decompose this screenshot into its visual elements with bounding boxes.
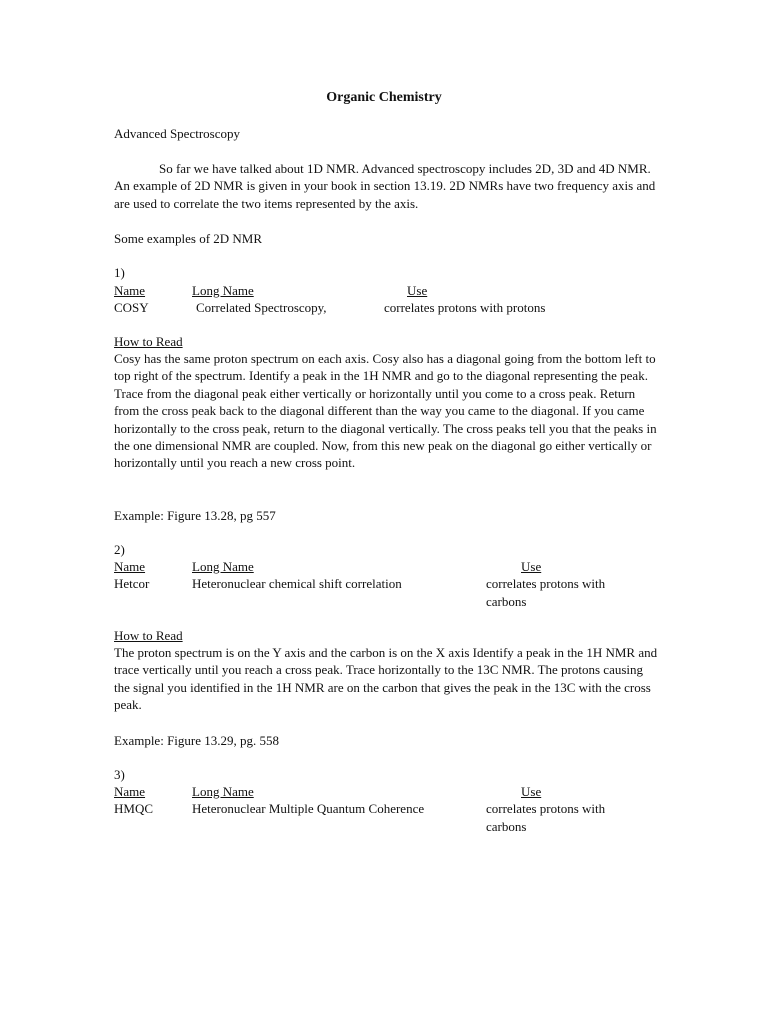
how-to-read-text: The proton spectrum is on the Y axis and the carbon is on the X axis Identify a peak in the 1H NMR and trace vertically until you reach a cross peak. Trace horizontally to the 13C NMR. The protons causing the signal you identified in the 1H NMR are on the carbon that gives the peak in the 13C with the cross peak. xyxy=(114,645,658,713)
section-subtitle: Advanced Spectroscopy xyxy=(114,126,240,141)
technique-use: correlates protons with protons xyxy=(384,300,546,315)
column-header-name: Name xyxy=(114,784,146,799)
column-header-long-name: Long Name xyxy=(192,784,254,799)
column-header-use: Use xyxy=(407,283,428,298)
technique-use: correlates protons with carbons xyxy=(486,576,606,609)
technique-long-name: Heteronuclear chemical shift correlation xyxy=(192,576,402,591)
technique-use: correlates protons with carbons xyxy=(486,801,606,834)
technique-name: HMQC xyxy=(114,801,154,816)
example-reference: Example: Figure 13.28, pg 557 xyxy=(114,508,276,523)
technique-name: Hetcor xyxy=(114,576,150,591)
example-reference: Example: Figure 13.29, pg. 558 xyxy=(114,733,280,748)
examples-heading: Some examples of 2D NMR xyxy=(114,231,263,246)
column-header-use: Use xyxy=(521,559,542,574)
technique-name: COSY xyxy=(114,300,149,315)
section-number: 2) xyxy=(114,542,125,557)
page-title: Organic Chemistry xyxy=(326,90,442,105)
technique-long-name: Heteronuclear Multiple Quantum Coherence xyxy=(192,801,425,816)
how-to-read-text: Cosy has the same proton spectrum on each axis. Cosy also has a diagonal going from the bottom left to top right of the spectrum. Identify a peak in the 1H NMR and go to the diagonal representing the peak. Trace from the diagonal peak either vertically or horizontally until you come to a cross peak. Return from the cross peak back to the diagonal different than the way you came to the diagonal. If you came horizontally to the cross peak, return to the diagonal vertically. The cross peaks tell you that the peaks in the one dimensional NMR are coupled. Now, from this new peak on the diagonal go either vertically or horizontally until you reach a new cross point. xyxy=(114,351,657,471)
intro-paragraph: So far we have talked about 1D NMR. Advanced spectroscopy includes 2D, 3D and 4D NMR. An example of 2D NMR is given in your book in section 13.19. 2D NMRs have two frequency axis and are used to correlate the two items represented by the axis. xyxy=(114,161,656,211)
column-header-name: Name xyxy=(114,559,146,574)
how-to-read-heading: How to Read xyxy=(114,628,183,643)
column-header-long-name: Long Name xyxy=(192,283,254,298)
column-header-long-name: Long Name xyxy=(192,559,254,574)
section-number: 1) xyxy=(114,265,125,280)
section-number: 3) xyxy=(114,767,125,782)
technique-long-name: Correlated Spectroscopy, xyxy=(196,300,327,315)
how-to-read-heading: How to Read xyxy=(114,334,183,349)
column-header-use: Use xyxy=(521,784,542,799)
column-header-name: Name xyxy=(114,283,146,298)
